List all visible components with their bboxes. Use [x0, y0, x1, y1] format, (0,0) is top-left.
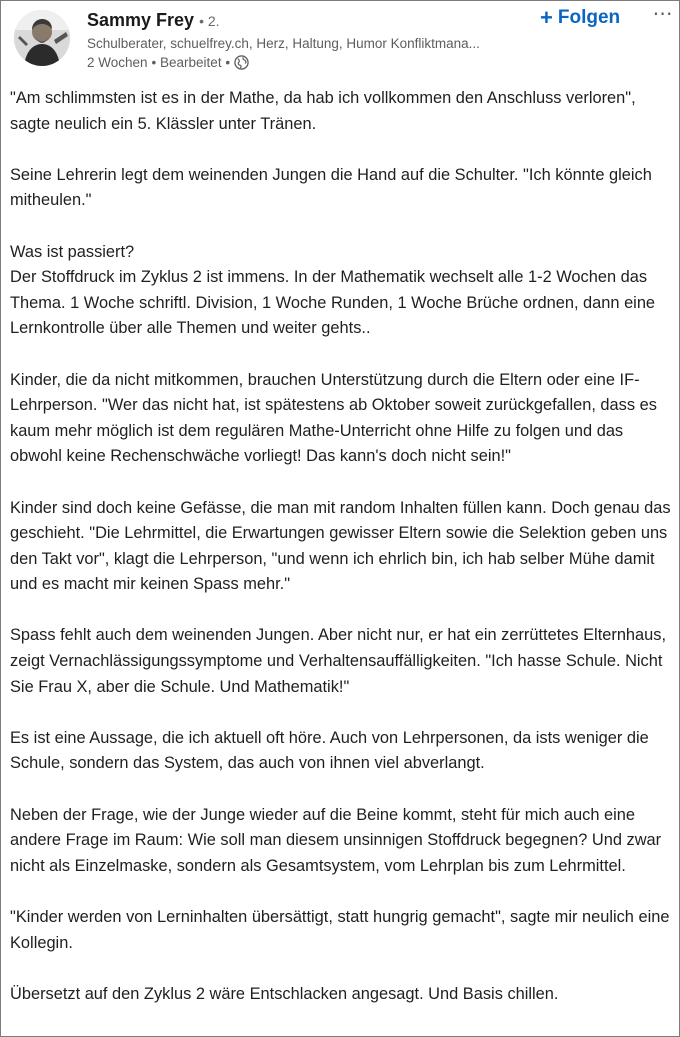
post-paragraph: Was ist passiert? Der Stoffdruck im Zyklus 2 ist immens. In der Mathematik wechselt alle 1-2 Wochen das Thema. 1 Woche schriftl. Division, 1 Woche Runden, 1 Woche Brüche ordnen, dann eine Lernkontrolle über alle Themen und weiter gehts..: [10, 242, 656, 338]
post-paragraph: Neben der Frage, wie der Junge wieder auf die Beine kommt, steht für mich auch eine andere Frage im Raum: Wie soll man diesem unsinnigen Stoffdruck begegnen? Und zwar nicht als Einzelmaske, sondern als Gesamtsystem, vom Lehrplan bis zum Lehrmittel.: [10, 805, 662, 875]
avatar[interactable]: [14, 10, 70, 66]
globe-icon: [234, 55, 249, 70]
more-options-icon[interactable]: ⋯: [652, 3, 674, 25]
author-name[interactable]: Sammy Frey: [87, 10, 195, 30]
post-paragraph: Es ist eine Aussage, die ich aktuell oft höre. Auch von Lehrpersonen, da ists weniger die Schule, sondern das System, das auch von ihnen viel abverlangt.: [10, 728, 649, 773]
post-edited: • Bearbeitet •: [151, 55, 231, 70]
post-paragraph: Kinder, die da nicht mitkommen, brauchen Unterstützung durch die Eltern oder eine IF-Lehrperson. "Wer das nicht hat, ist spätestens ab Oktober soweit zurückgefallen, dass es kaum mehr möglich ist dem regulären Mathe-Unterricht ohne Hilfe zu folgen und das obwohl keine Rechenschwäche vorliegt! Das kann's doch nicht sein!": [10, 370, 657, 466]
post-paragraph: Kinder sind doch keine Gefässe, die man mit random Inhalten füllen kann. Doch genau das geschieht. "Die Lehrmittel, die Erwartungen gewisser Eltern sowie die Selektion geben uns den Takt vor", klagt die Lehrperson, "und wenn ich ehrlich bin, ich hab selber Mühe damit und es macht mir keinen Spass mehr.": [10, 498, 671, 594]
follow-label: Folgen: [557, 7, 621, 28]
person-photo-icon: [14, 10, 70, 66]
author-name-line: [87, 10, 220, 31]
post-paragraph: Seine Lehrerin legt dem weinenden Jungen die Hand auf die Schulter. "Ich könnte gleich mitheulen.": [10, 165, 652, 210]
post-time: 2 Wochen: [87, 55, 148, 70]
post-header: [0, 0, 680, 80]
plus-icon: +: [540, 5, 553, 30]
post-paragraph: "Am schlimmsten ist es in der Mathe, da hab ich vollkommen den Anschluss verloren", sagte neulich ein 5. Klässler unter Tränen.: [10, 89, 636, 133]
post-meta: [87, 55, 249, 70]
follow-button[interactable]: [540, 7, 620, 29]
post-paragraph: Übersetzt auf den Zyklus 2 wäre Entschlacken angesagt. Und Basis chillen.: [10, 984, 559, 1003]
author-headline: Schulberater, schuelfrey.ch, Herz, Haltung, Humor Konfliktmana...: [87, 36, 480, 51]
connection-degree: • 2.: [199, 13, 220, 29]
post-body: [10, 86, 674, 1033]
post-paragraph: "Kinder werden von Lerninhalten übersättigt, statt hungrig gemacht", sagte mir neulich eine Kollegin.: [10, 908, 670, 952]
post-paragraph: Spass fehlt auch dem weinenden Jungen. Aber nicht nur, er hat ein zerrüttetes Elternhaus, zeigt Vernachlässigungssymptome und Verhaltensauffälligkeiten. "Ich hasse Schule. Nicht Sie Frau X, aber die Schule. Und Mathematik!": [10, 626, 667, 696]
